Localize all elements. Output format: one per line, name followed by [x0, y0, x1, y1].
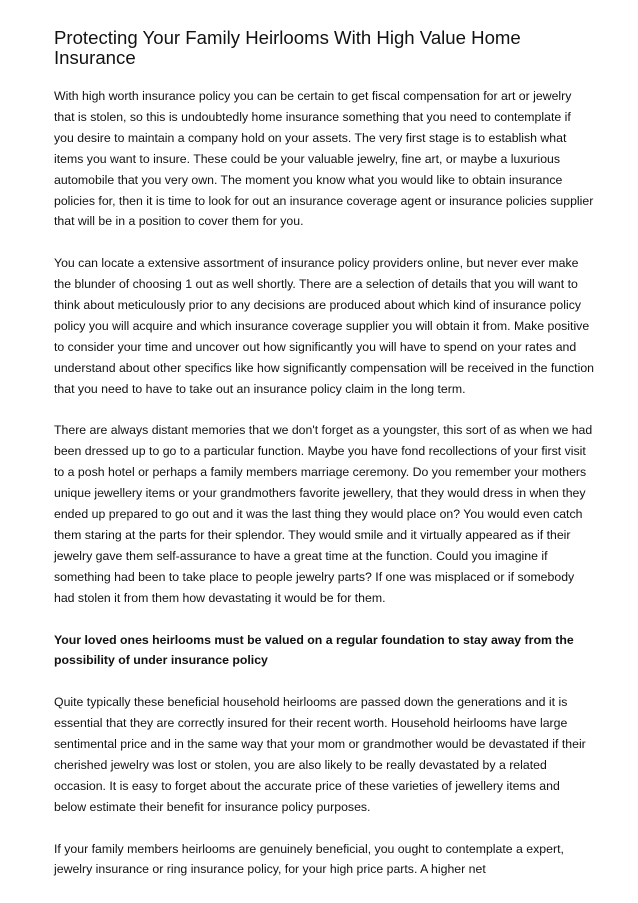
paragraph: You can locate a extensive assortment of insurance policy providers online, but never ever make the blunder of choosing 1 out as well shortly. There are a selection of details that you will want to think about meticulously prior to any decisions are produced about which kind of insurance policy policy you will acquire and which insurance coverage supplier you will obtain it from. Make positive to consider your time and uncover out how significantly you will have to spend on your rates and understand about other specifics like how significantly compensation will be received in the function that you need to have to take out an insurance policy claim in the long term.	[54, 256, 595, 396]
document-page	[54, 28, 594, 901]
paragraph: Quite typically these beneficial household heirlooms are passed down the generations and it is essential that they are correctly insured for their recent worth. Household heirlooms have large sentimental price and in the same way that your mom or grandmother would be devastated if their cherished jewelry was lost or stolen, you are also likely to be really devastated by a related occasion. It is easy to forget about the accurate price of these varieties of jewellery items and below estimate their benefit for insurance policy purposes.	[54, 695, 586, 814]
paragraph: If your family members heirlooms are genuinely beneficial, you ought to contemplate a expert, jewelry insurance or ring insurance policy, for your high price parts. A higher net	[54, 841, 564, 877]
paragraph: There are always distant memories that we don't forget as a youngster, this sort of as when we had been dressed up to go to a particular function. Maybe you have fond recollections of your first visit to a posh hotel or perhaps a family members marriage ceremony. Do you remember your mothers unique jewellery items or your grandmothers favorite jewellery, that they would dress in when they ended up prepared to go out and it was the last thing they would place on? You would even catch them staring at the parts for their splendor. They would smile and it virtually appeared as if their jewelry gave them self-assurance to have a great time at the function. Could you imagine if something had been to take place to people jewelry parts? If one was misplaced or if somebody had stolen it from them how devastating it would be for them.	[54, 423, 593, 605]
section-heading: Your loved ones heirlooms must be valued on a regular foundation to stay away from the possibility of under insurance policy	[54, 632, 574, 668]
page-title: Protecting Your Family Heirlooms With High Value Home Insurance	[54, 27, 521, 68]
paragraph: With high worth insurance policy you can be certain to get fiscal compensation for art or jewelry that is stolen, so this is undoubtedly home insurance something that you need to contemplate if you desire to maintain a company hold on your assets. The very first stage is to establish what items you want to insure. These could be your valuable jewelry, fine art, or maybe a luxurious automobile that you very own. The moment you know what you would like to obtain insurance policies for, then it is time to look for out an insurance coverage agent or insurance policies supplier that will be in a position to cover them for you.	[54, 89, 594, 229]
